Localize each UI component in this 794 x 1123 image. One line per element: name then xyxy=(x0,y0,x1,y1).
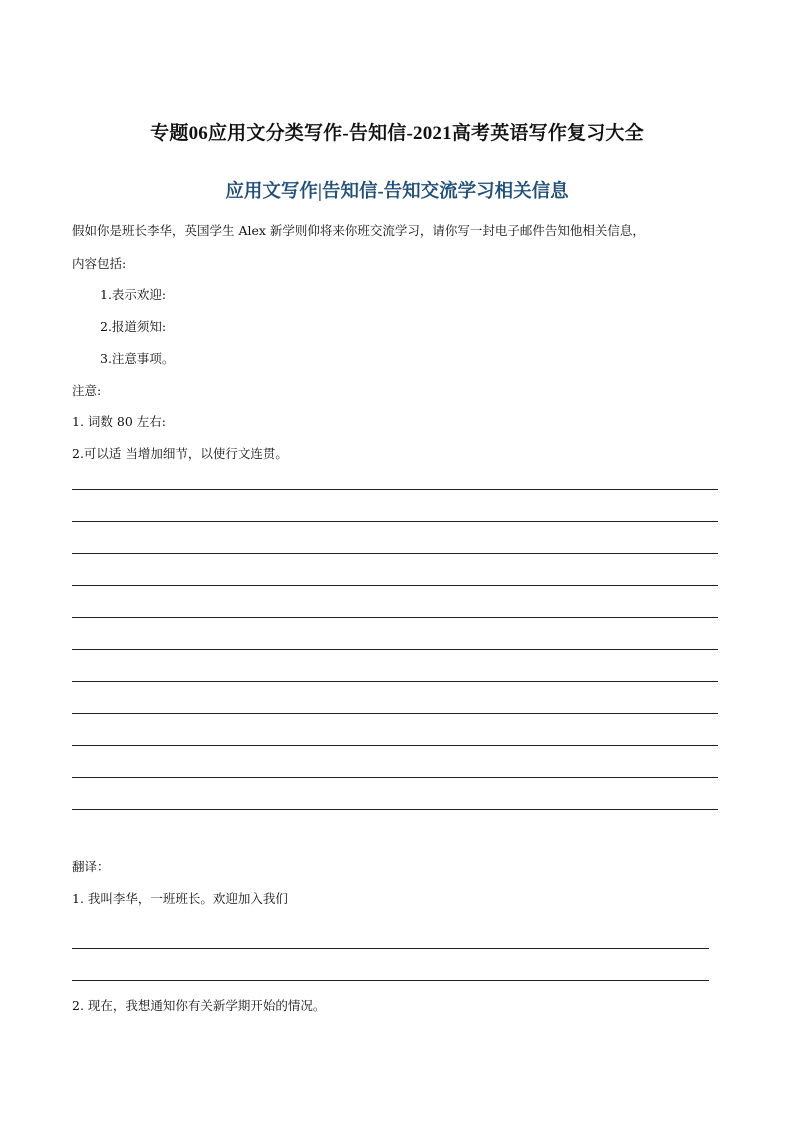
translation-heading: 翻译： xyxy=(72,859,110,874)
note-2: 2.可以适 当增加细节，以使行文连贯。 xyxy=(72,446,288,461)
answer-line[interactable] xyxy=(72,553,718,554)
answer-line[interactable] xyxy=(72,521,718,522)
answer-line[interactable] xyxy=(72,809,718,810)
answer-line[interactable] xyxy=(72,649,718,650)
translation-answer-line[interactable] xyxy=(72,948,709,949)
translation-answer-line[interactable] xyxy=(72,980,709,981)
answer-line[interactable] xyxy=(72,777,718,778)
answer-line[interactable] xyxy=(72,617,718,618)
answer-line[interactable] xyxy=(72,489,718,490)
prompt-item-1: 1.表示欢迎: xyxy=(100,287,167,302)
page-subtitle: 应用文写作|告知信-告知交流学习相关信息 xyxy=(225,182,569,202)
answer-line[interactable] xyxy=(72,681,718,682)
notes-heading: 注意: xyxy=(72,383,102,398)
translation-question-2: 2. 现在，我想通知你有关新学期开始的情况。 xyxy=(72,998,326,1013)
page-title: 专题06应用文分类写作-告知信-2021高考英语写作复习大全 xyxy=(150,123,644,144)
translation-question-1: 1. 我叫李华，一班班长。欢迎加入我们 xyxy=(72,891,288,906)
prompt-item-3: 3.注意事项。 xyxy=(100,351,175,366)
answer-line[interactable] xyxy=(72,745,718,746)
prompt-line-1: 假如你是班长李华，英国学生 Alex 新学则仰将来你班交流学习，请你写一封电子邮件告知他相关信息， xyxy=(72,223,645,238)
answer-line[interactable] xyxy=(72,585,718,586)
answer-line[interactable] xyxy=(72,713,718,714)
prompt-line-2: 内容包括: xyxy=(72,256,127,271)
prompt-item-2: 2.报道须知: xyxy=(100,319,167,334)
note-1: 1. 词数 80 左右: xyxy=(72,414,166,429)
